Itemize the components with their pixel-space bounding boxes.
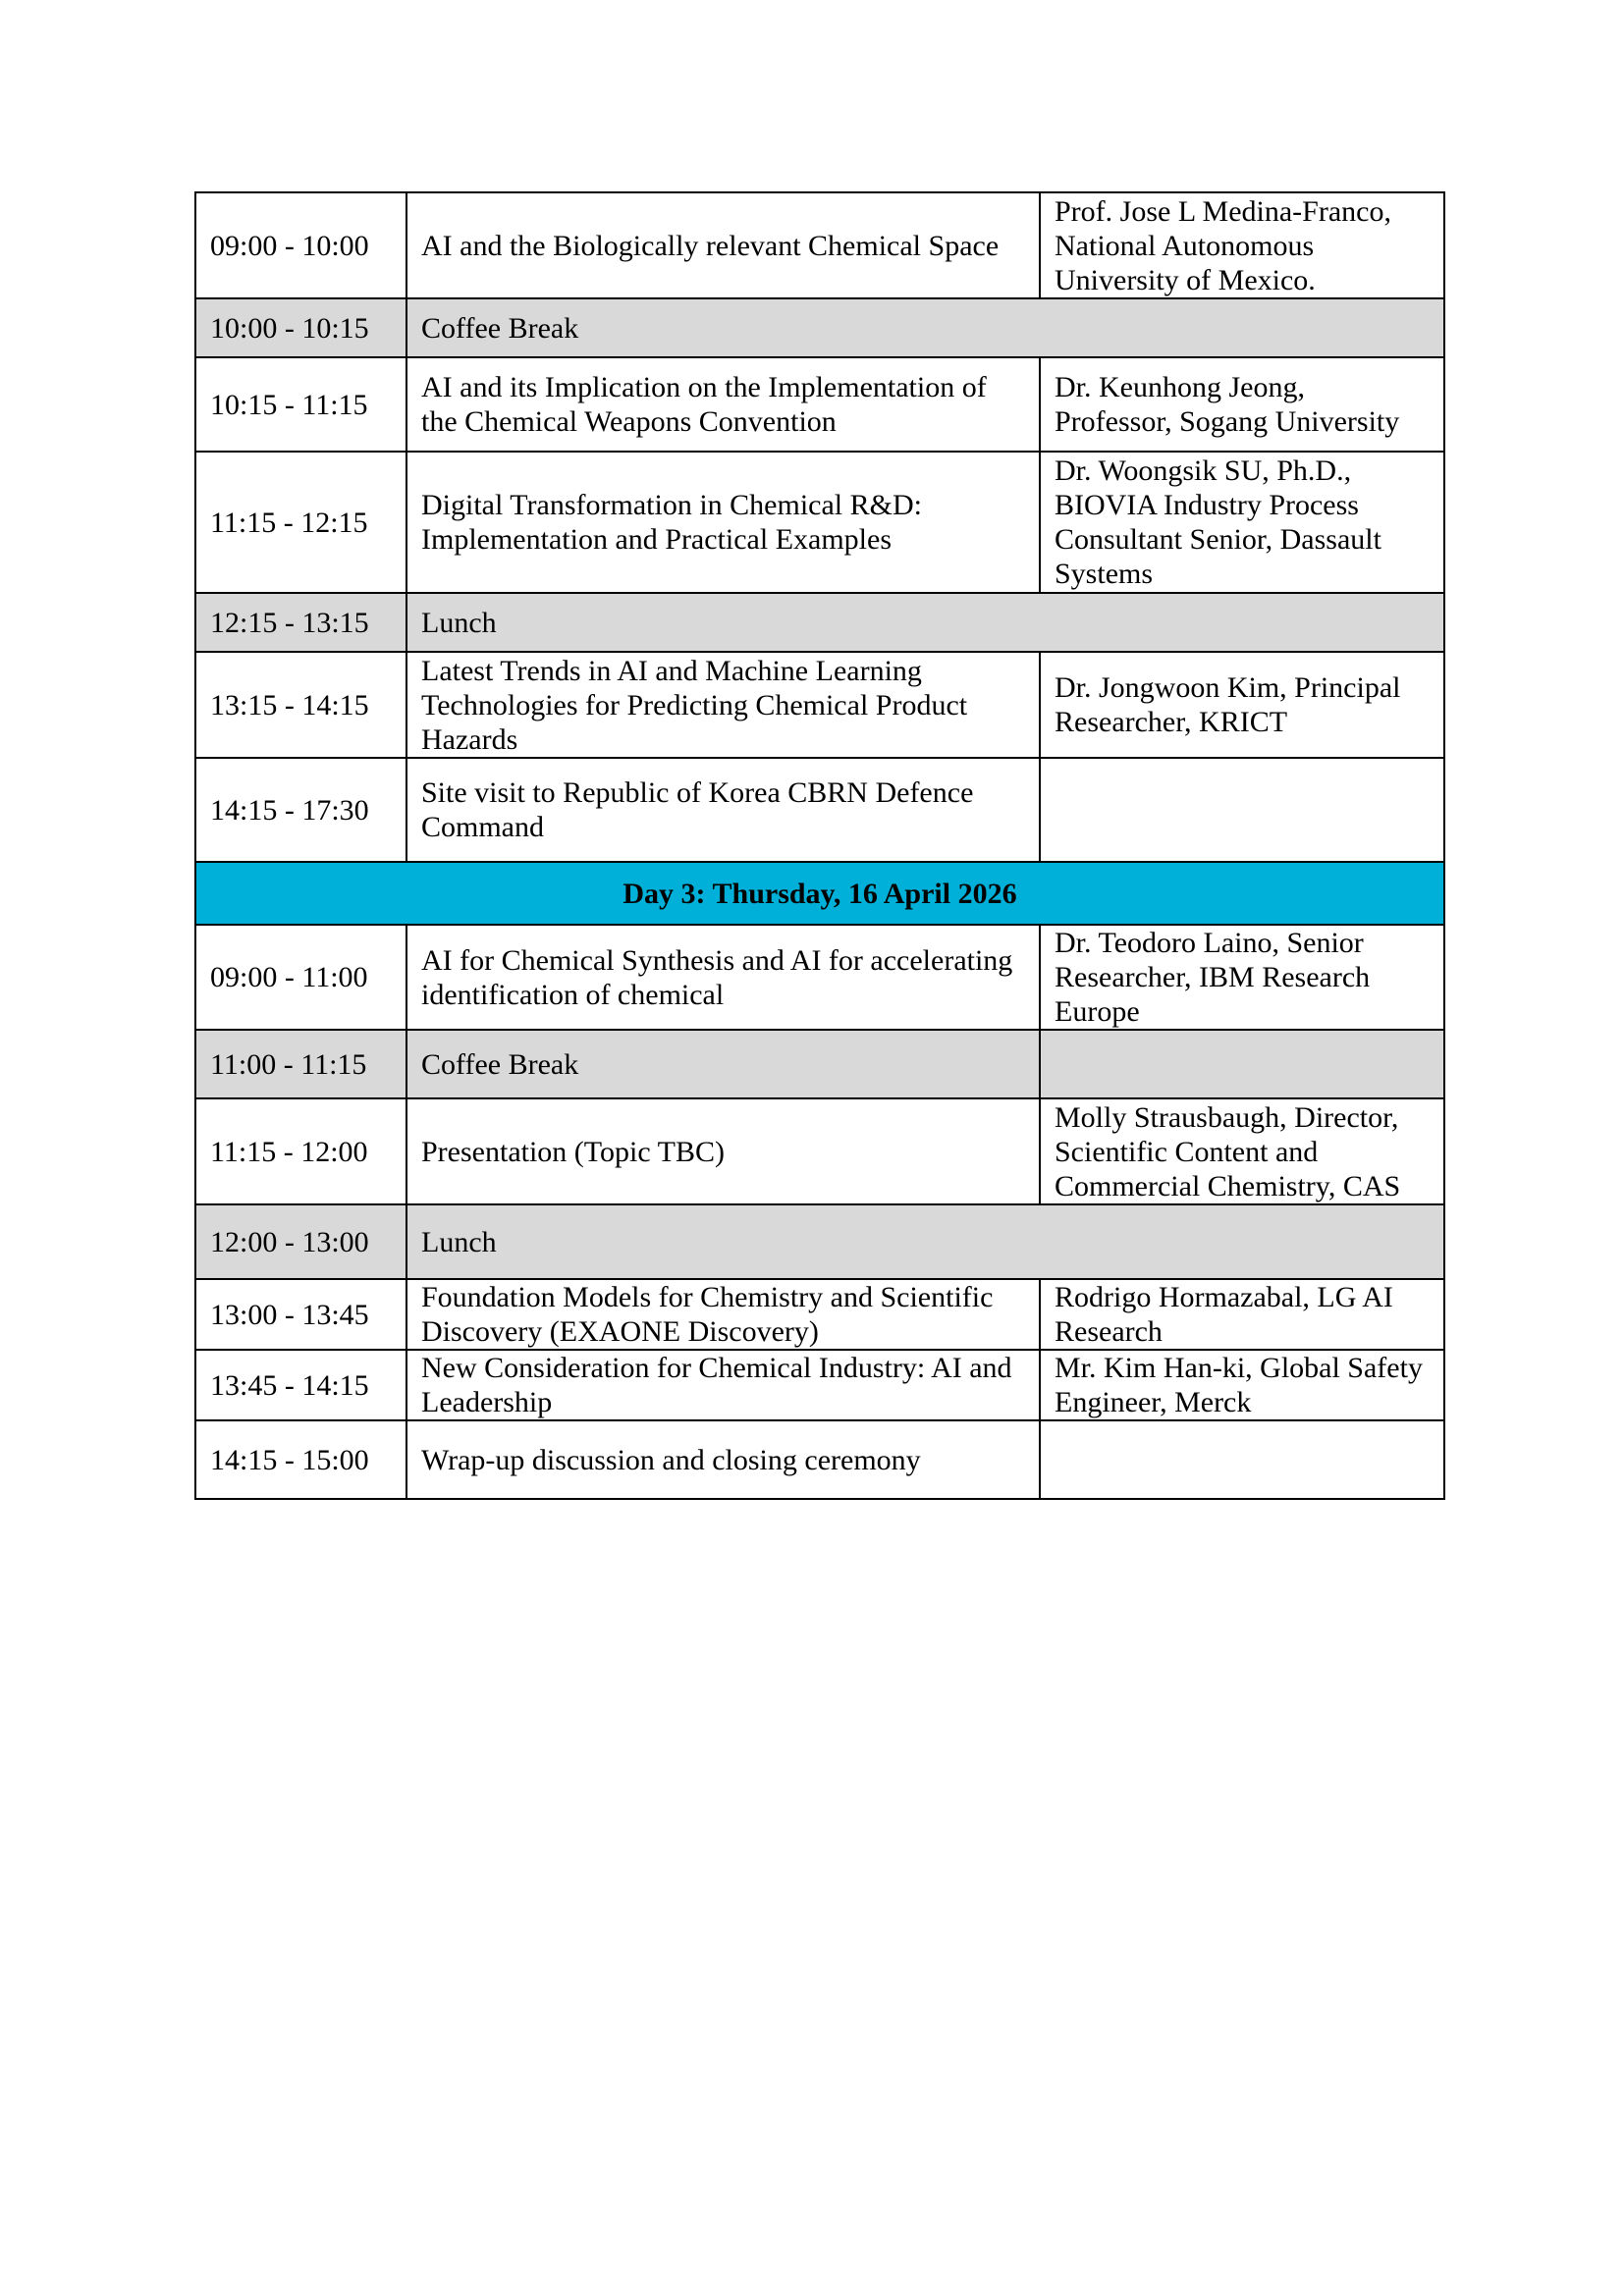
topic-cell: AI for Chemical Synthesis and AI for accelerating identification of chemical <box>406 925 1040 1030</box>
table-row <box>195 1098 1444 1204</box>
table-row-break <box>195 593 1444 652</box>
speaker-cell: Dr. Teodoro Laino, Senior Researcher, IBM Research Europe <box>1040 925 1444 1030</box>
day-header-row <box>195 862 1444 925</box>
agenda-table <box>194 191 1445 1500</box>
table-row <box>195 1420 1444 1499</box>
speaker-cell <box>1040 1030 1444 1098</box>
speaker-cell <box>1040 758 1444 862</box>
time-cell: 09:00 - 10:00 <box>195 192 406 298</box>
topic-cell: Site visit to Republic of Korea CBRN Defence Command <box>406 758 1040 862</box>
table-row <box>195 652 1444 758</box>
speaker-cell: Molly Strausbaugh, Director, Scientific Content and Commercial Chemistry, CAS <box>1040 1098 1444 1204</box>
time-cell: 11:15 - 12:00 <box>195 1098 406 1204</box>
speaker-cell: Prof. Jose L Medina-Franco, National Autonomous University of Mexico. <box>1040 192 1444 298</box>
topic-cell: Lunch <box>406 1204 1444 1279</box>
table-row <box>195 452 1444 593</box>
topic-cell: Wrap-up discussion and closing ceremony <box>406 1420 1040 1499</box>
speaker-cell: Dr. Keunhong Jeong, Professor, Sogang University <box>1040 357 1444 452</box>
topic-cell: Lunch <box>406 593 1444 652</box>
day-header: Day 3: Thursday, 16 April 2026 <box>195 862 1444 925</box>
table-row <box>195 758 1444 862</box>
topic-cell: Latest Trends in AI and Machine Learning Technologies for Predicting Chemical Product Hazards <box>406 652 1040 758</box>
table-row-break <box>195 1030 1444 1098</box>
topic-cell: Coffee Break <box>406 1030 1040 1098</box>
time-cell: 10:15 - 11:15 <box>195 357 406 452</box>
time-cell: 12:15 - 13:15 <box>195 593 406 652</box>
table-row <box>195 1350 1444 1420</box>
time-cell: 12:00 - 13:00 <box>195 1204 406 1279</box>
table-row <box>195 925 1444 1030</box>
speaker-cell: Rodrigo Hormazabal, LG AI Research <box>1040 1279 1444 1350</box>
table-row <box>195 357 1444 452</box>
topic-cell: AI and its Implication on the Implementation of the Chemical Weapons Convention <box>406 357 1040 452</box>
time-cell: 11:00 - 11:15 <box>195 1030 406 1098</box>
topic-cell: AI and the Biologically relevant Chemical Space <box>406 192 1040 298</box>
topic-cell: Coffee Break <box>406 298 1444 357</box>
time-cell: 14:15 - 17:30 <box>195 758 406 862</box>
topic-cell: Digital Transformation in Chemical R&D: Implementation and Practical Examples <box>406 452 1040 593</box>
time-cell: 11:15 - 12:15 <box>195 452 406 593</box>
table-row <box>195 192 1444 298</box>
topic-cell: New Consideration for Chemical Industry: AI and Leadership <box>406 1350 1040 1420</box>
time-cell: 10:00 - 10:15 <box>195 298 406 357</box>
time-cell: 13:45 - 14:15 <box>195 1350 406 1420</box>
speaker-cell <box>1040 1420 1444 1499</box>
time-cell: 13:00 - 13:45 <box>195 1279 406 1350</box>
time-cell: 09:00 - 11:00 <box>195 925 406 1030</box>
time-cell: 13:15 - 14:15 <box>195 652 406 758</box>
topic-cell: Foundation Models for Chemistry and Scientific Discovery (EXAONE Discovery) <box>406 1279 1040 1350</box>
time-cell: 14:15 - 15:00 <box>195 1420 406 1499</box>
table-row-break <box>195 1204 1444 1279</box>
table-row-break <box>195 298 1444 357</box>
speaker-cell: Dr. Woongsik SU, Ph.D., BIOVIA Industry Process Consultant Senior, Dassault Systems <box>1040 452 1444 593</box>
speaker-cell: Dr. Jongwoon Kim, Principal Researcher, KRICT <box>1040 652 1444 758</box>
speaker-cell: Mr. Kim Han-ki, Global Safety Engineer, Merck <box>1040 1350 1444 1420</box>
topic-cell: Presentation (Topic TBC) <box>406 1098 1040 1204</box>
table-row <box>195 1279 1444 1350</box>
